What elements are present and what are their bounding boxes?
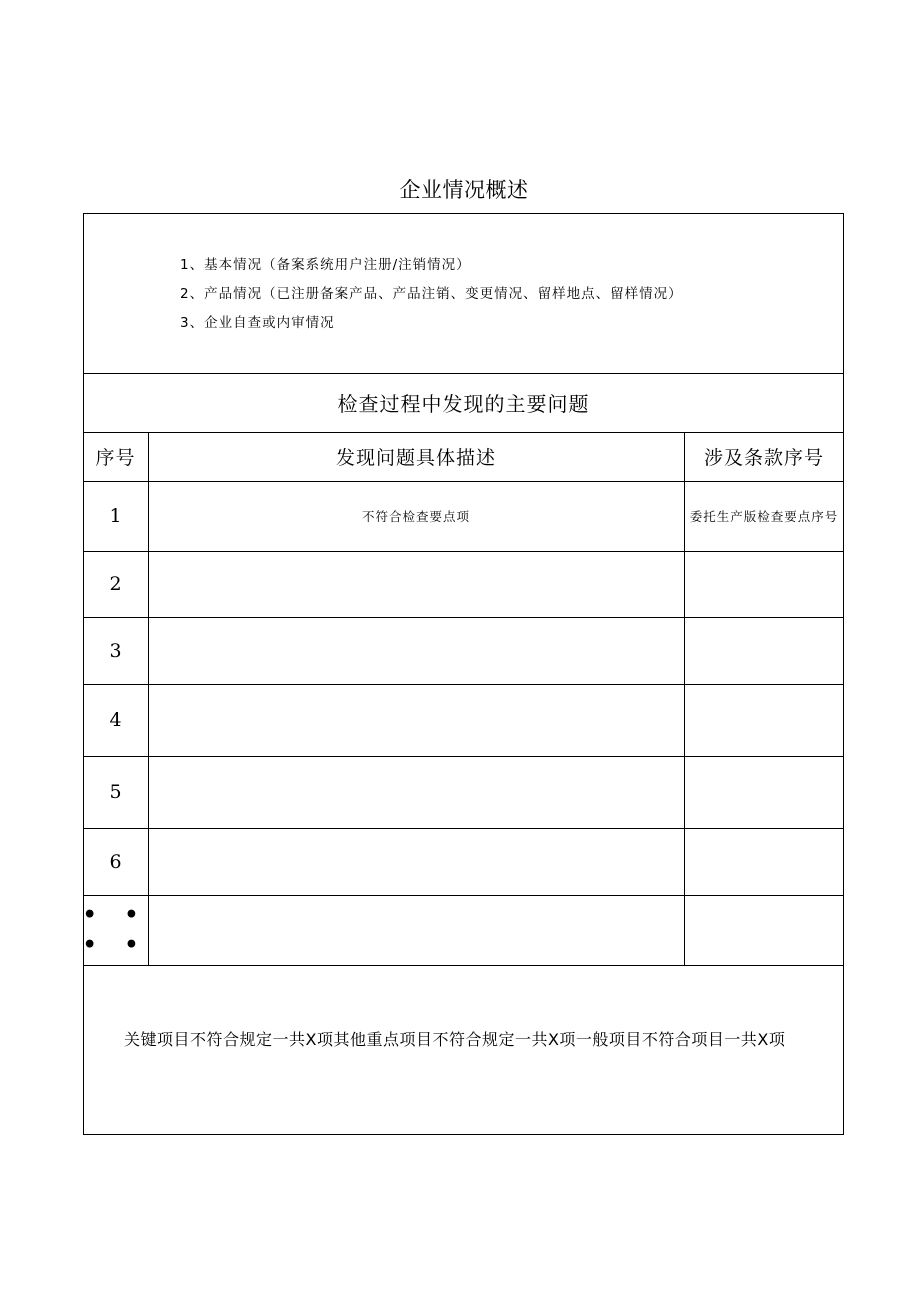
column-header-index: 序号	[95, 447, 136, 469]
row-index: 5	[109, 781, 122, 803]
row-description	[148, 551, 684, 617]
column-header-description: 发现问题具体描述	[335, 447, 496, 469]
row-description	[148, 684, 684, 756]
divider	[83, 373, 844, 374]
row-index: 6	[109, 850, 122, 873]
page-title: 企业情况概述	[399, 178, 529, 202]
summary-text: 关键项目不符合规定一共X项其他重点项目不符合规定一共X项一般项目不符合项目一共X项	[124, 1030, 786, 1049]
row-index: 2	[109, 573, 122, 595]
column-header-clause: 涉及条款序号	[703, 447, 824, 469]
row-clause: 委托生产版检查要点序号	[689, 508, 839, 524]
row-description	[148, 756, 684, 828]
row-clause	[684, 551, 844, 617]
overview-list	[180, 251, 683, 338]
overview-item: 3、企业自查或内审情况	[180, 315, 335, 331]
row-index-ellipsis: • • • •	[82, 902, 149, 958]
row-clause	[684, 828, 844, 895]
row-clause	[684, 684, 844, 756]
row-clause	[684, 895, 844, 965]
section-heading: 检查过程中发现的主要问题	[337, 392, 590, 416]
row-clause	[684, 756, 844, 828]
row-description: 不符合检查要点项	[361, 508, 470, 524]
row-description	[148, 617, 684, 684]
overview-item: 2、产品情况（已注册备案产品、产品注销、变更情况、留样地点、留样情况）	[180, 286, 683, 302]
row-index: 4	[109, 709, 122, 731]
row-description	[148, 895, 684, 965]
row-clause	[684, 617, 844, 684]
overview-item: 1、基本情况（备案系统用户注册/注销情况）	[180, 257, 471, 273]
row-description	[148, 828, 684, 895]
row-index: 3	[109, 639, 122, 662]
divider	[83, 965, 844, 966]
row-index: 1	[109, 505, 122, 527]
